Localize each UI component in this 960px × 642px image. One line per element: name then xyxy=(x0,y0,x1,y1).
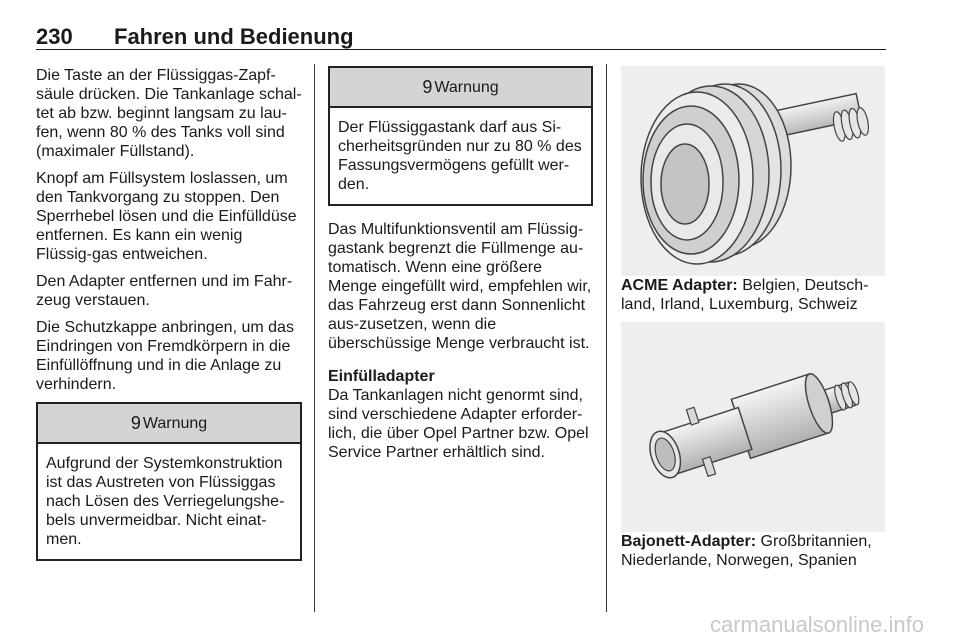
paragraph-adapters: Da Tankanlagen nicht genormt sind, sind verschiedene Adapter erforder-lich, die über Opel Partner bzw. Opel Service Partner erhältlich sind. xyxy=(328,387,589,461)
bajonett-adapter-image xyxy=(621,322,885,532)
acme-label: ACME Adapter: xyxy=(621,277,738,294)
section-title: Fahren und Bedienung xyxy=(114,24,354,49)
paragraph-release-pump: Die Taste an der Flüssiggas-Zapf-säule drücken. Die Tankanlage schal-tet ab bzw. beginnt langsam zu lau-fen, wenn 80 % des Tanks voll sind (maximaler Füllstand). xyxy=(36,67,302,160)
acme-caption xyxy=(621,276,885,314)
warning-title: Warnung xyxy=(434,78,499,96)
bajonett-caption xyxy=(621,532,885,570)
column-middle xyxy=(328,66,593,470)
column-divider-1 xyxy=(314,64,315,612)
paragraph-remove-adapter: Den Adapter entfernen und im Fahr-zeug verstauen. xyxy=(36,273,293,309)
watermark: carmanualsonline.info xyxy=(709,612,924,637)
warning-box xyxy=(36,402,302,561)
warning-title: Warnung xyxy=(142,414,208,432)
warning-box xyxy=(328,66,593,206)
paragraph-multivalve: Das Multifunktionsventil am Flüssig-gastank begrenzt die Füllmenge au-tomatisch. Wenn eine größere Menge eingefüllt wird, empfehlen wir, das Fahrzeug erst dann Sonnenlicht aus-zusetzen, wenn die überschüssige Menge verbraucht ist. xyxy=(328,221,592,352)
bajonett-label: Bajonett-Adapter: xyxy=(621,533,757,550)
page-number: 230 xyxy=(36,24,73,49)
warning-icon: 9 xyxy=(422,76,433,97)
column-divider-2 xyxy=(606,64,607,612)
column-left xyxy=(36,66,302,575)
subheading-filler-adapter: Einfülladapter xyxy=(328,368,435,385)
warning-text: Der Flüssiggastank darf aus Si-cherheitsgründen nur zu 80 % des Fassungsvermögens gefüllt wer-den. xyxy=(338,119,582,193)
header-rule xyxy=(36,49,886,50)
paragraph-stop-filling: Knopf am Füllsystem loslassen, um den Tankvorgang zu stoppen. Den Sperrhebel lösen und die Einfülldüse entfernen. Es kann ein wenig Flüssig-gas entweichen. xyxy=(36,170,297,263)
page-header xyxy=(0,0,960,52)
bajonett-countries: Großbritannien, Niederlande, Norwegen, Spanien xyxy=(621,533,872,569)
warning-text: Aufgrund der Systemkonstruktion ist das Austreten von Flüssiggas nach Lösen des Verriegelungshe-bels unvermeidbar. Nicht einat-men. xyxy=(46,455,285,548)
warning-icon: 9 xyxy=(130,412,141,433)
warning-header xyxy=(330,68,591,108)
paragraph-protective-cap: Die Schutzkappe anbringen, um das Eindringen von Fremdkörpern in die Einfüllöffnung und in die Anlage zu verhindern. xyxy=(36,319,294,393)
column-right xyxy=(621,66,885,578)
warning-header xyxy=(38,404,300,444)
acme-adapter-image xyxy=(621,66,885,276)
acme-countries: Belgien, Deutsch-land, Irland, Luxemburg, Schweiz xyxy=(621,277,869,313)
